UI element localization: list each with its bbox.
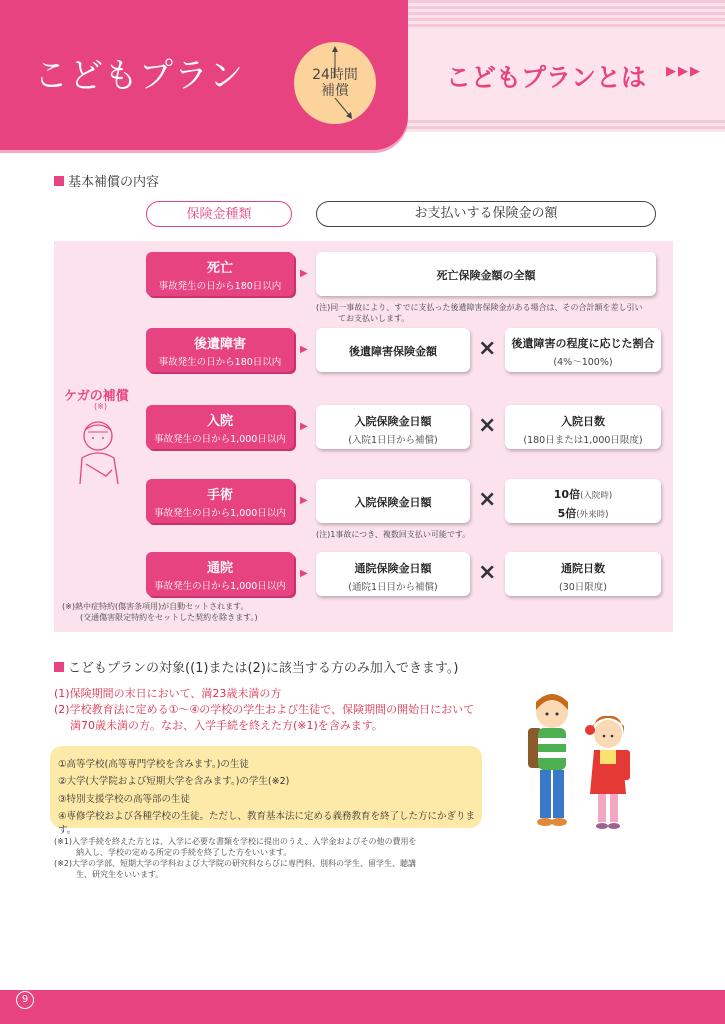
section-title: こどもプランとは — [446, 63, 647, 92]
note-line: てお支払いします。 — [338, 314, 410, 323]
arrows-icon: ▶▶▶ — [666, 64, 702, 79]
amount-sub: (通院1日目から補償) — [348, 582, 438, 593]
multiply-icon: × — [478, 413, 497, 438]
category-hospitalization — [146, 405, 294, 449]
school-item: ②大学(大学院および短期大学を含みます。)の学生(※2) — [58, 776, 290, 787]
square-bullet-icon — [54, 176, 64, 186]
category-disability — [146, 328, 294, 372]
days-box-outpatient — [505, 552, 661, 596]
days-sub: (180日または1,000日限度) — [523, 435, 643, 446]
category-death — [146, 252, 294, 296]
multiply-icon: × — [478, 487, 497, 512]
footnote-2 — [54, 858, 416, 880]
category-period: 事故発生の日から180日以内 — [158, 281, 282, 292]
days-text: 入院日数 — [561, 415, 605, 428]
ratio-box-disability — [505, 328, 661, 372]
category-period: 事故発生の日から1,000日以内 — [154, 581, 286, 592]
amount-text: 後遺障害保険金額 — [349, 345, 437, 358]
category-name: 後遺障害 — [193, 337, 246, 352]
condition-2-line-1: (2)学校教育法に定める①〜④の学校の学生および生徒で、保険期間の開始日において — [54, 703, 475, 716]
page-number: 9 — [16, 991, 34, 1009]
multiplier-sub: (外来時) — [576, 510, 609, 520]
arrow-right-icon: ▶ — [300, 568, 308, 579]
category-surgery — [146, 479, 294, 523]
category-name: 手術 — [206, 488, 233, 503]
pill-insurance-type: 保険金種類 — [146, 201, 292, 227]
injured-child-icon — [72, 418, 126, 490]
arrow-right-icon: ▶ — [300, 268, 308, 279]
ratio-sub: (4%〜100%) — [553, 357, 613, 368]
injury-coverage-label: ケガの補償 — [64, 389, 129, 404]
note-line: (交通傷害限定特約をセットした契約を除きます。) — [80, 613, 258, 622]
footnote-line: (※1)入学手続を終えた方とは、入学に必要な書類を学校に提出のうえ、入学金およびその他の費用を — [54, 837, 417, 846]
condition-1: (1)保険期間の末日において、満23歳未満の方 — [54, 687, 282, 700]
footnote-line: 生、研究生をいいます。 — [76, 870, 164, 879]
multiplier-sub: (入院時) — [580, 491, 613, 501]
injury-coverage-mark: (※) — [94, 402, 107, 411]
category-name: 死亡 — [206, 261, 233, 276]
square-bullet-icon — [54, 662, 64, 672]
arrow-right-icon: ▶ — [300, 421, 308, 432]
category-period: 事故発生の日から1,000日以内 — [154, 508, 286, 519]
footnote-1 — [54, 836, 417, 858]
amount-text: 入院保険金日額 — [354, 496, 432, 509]
category-name: 通院 — [206, 561, 233, 576]
arrow-right-icon: ▶ — [300, 495, 308, 506]
amount-sub: (入院1日目から補償) — [348, 435, 438, 446]
pill-payment-amount: お支払いする保険金の額 — [316, 201, 656, 227]
badge-line-2: 補償 — [321, 83, 349, 99]
days-sub: (30日限度) — [558, 582, 607, 593]
multiply-icon: × — [478, 560, 497, 585]
school-item: ③特別支援学校の高等部の生徒 — [58, 794, 191, 805]
note-surgery: (注)1事故につき、複数回支払い可能です。 — [316, 530, 471, 539]
days-box-hospitalization — [505, 405, 661, 449]
ratio-text: 後遺障害の程度に応じた割合 — [511, 337, 655, 350]
note-line: (※)熱中症特約(傷害条項用)が自動セットされます。 — [62, 602, 249, 611]
amount-box-outpatient — [316, 552, 470, 596]
multiplier-line-2 — [505, 505, 661, 521]
amount-text: 死亡保険金額の全額 — [436, 269, 536, 282]
eligibility-conditions — [54, 686, 474, 734]
footnote-line: 納入し、学校の定める所定の手続を終了した方をいいます。 — [76, 848, 292, 857]
multiplier-box-surgery — [505, 479, 661, 523]
condition-2-line-2: 満70歳未満の方。なお、入学手続を終えた方(※1)を含みます。 — [70, 719, 383, 732]
note-line: (注)同一事故により、すでに支払った後遺障害保険金がある場合は、その合計額を差し引い — [316, 303, 643, 312]
amount-text: 入院保険金日額 — [354, 415, 432, 428]
section-heading-basic — [54, 171, 159, 190]
amount-box-surgery — [316, 479, 470, 523]
arrow-right-icon: ▶ — [300, 344, 308, 355]
page-title: こどもプラン — [34, 56, 244, 96]
school-list-box — [50, 746, 482, 836]
badge-line-1: 24時間 — [312, 67, 358, 83]
section-heading-eligibility — [54, 657, 458, 676]
category-period: 事故発生の日から180日以内 — [158, 357, 282, 368]
footer-bar — [0, 990, 725, 1024]
multiplier-value: 5倍 — [557, 507, 577, 520]
multiplier-line-1 — [505, 486, 661, 502]
multiply-icon: × — [478, 336, 497, 361]
school-item: ④専修学校および各種学校の生徒。ただし、教育基本法に定める義務教育を終了した方にかぎります。 — [58, 811, 476, 836]
section-heading-text: こどもプランの対象((1)または(2)に該当する方のみ加入できます。) — [68, 661, 459, 676]
note-death — [316, 302, 642, 324]
amount-text: 通院保険金日額 — [354, 562, 432, 575]
section-heading-text: 基本補償の内容 — [68, 175, 160, 190]
children-illustration — [518, 688, 648, 838]
days-text: 通院日数 — [561, 562, 605, 575]
heatstroke-note — [62, 601, 258, 623]
24h-badge — [294, 42, 376, 124]
amount-box-death — [316, 252, 656, 296]
school-item: ①高等学校(高等専門学校を含みます。)の生徒 — [58, 759, 249, 770]
multiplier-value: 10倍 — [553, 488, 581, 501]
amount-box-hospitalization — [316, 405, 470, 449]
amount-box-disability — [316, 328, 470, 372]
category-outpatient — [146, 552, 294, 596]
footnote-line: (※2)大学の学部、短期大学の学科および大学院の研究科ならびに専門科、別科の学生、留学生、聴講 — [54, 859, 417, 868]
category-period: 事故発生の日から1,000日以内 — [154, 434, 286, 445]
category-name: 入院 — [206, 414, 233, 429]
